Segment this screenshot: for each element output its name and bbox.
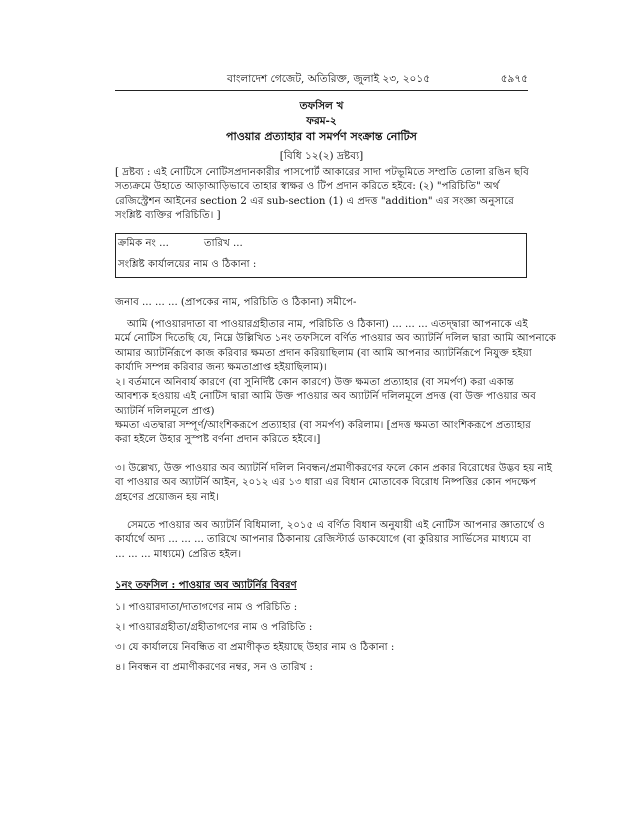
- gazette-title: বাংলাদেশ গেজেট, অতিরিক্ত, জুলাই ২৩, ২০১৫: [227, 73, 431, 85]
- notice-title: পাওয়ার প্রত্যাহার বা সমর্পণ সংক্রান্ত নোটিস: [226, 130, 417, 143]
- paragraph-line: কার্যার্থে অদ্য ... ... ... তারিখে আপনার ঠিকানায় রেজিস্টার্ড ডাকযোগে (বা কুরিয়ার সার্ভিসের মাধ্যমে বা: [115, 534, 531, 546]
- page-header: [115, 70, 528, 91]
- schedule-1-item: ৩। যে কার্যালয়ে নিবন্ধিত বা প্রমাণীকৃত হইয়াছে উহার নাম ও ঠিকানা :: [115, 642, 395, 653]
- reference-box: [115, 233, 527, 278]
- paragraph-line: আমি (পাওয়ারদাতা বা পাওয়ারগ্রহীতার নাম, পরিচিতি ও ঠিকানা) ... ... ... এতদ্দ্বারা আপনাকে এই: [127, 319, 528, 330]
- form-number: ফরম-২: [306, 115, 337, 127]
- paragraph-line: আবশ্যক হওয়ায় এই নোটিস দ্বারা আমি উক্ত পাওয়ার অব অ্যাটর্নি দলিলমূলে প্রদত্ত (বা উক্ত পাওয়ার অব: [115, 391, 536, 403]
- note-line: [ দ্রষ্টব্য : এই নোটিসে নোটিসপ্রদানকারীর পাসপোর্ট আকারের সাদা পটভূমিতে সম্প্রতি তোলা রঙিন ছবি: [115, 167, 529, 178]
- schedule-1-item: ২। পাওয়ারগ্রহীতা/গ্রহীতাগণের নাম ও পরিচিতি :: [115, 622, 313, 633]
- serial-number-label: ক্রমিক নং ...: [118, 238, 169, 249]
- date-label: তারিখ ...: [204, 238, 243, 249]
- paragraph-line: আমার অ্যাটর্নিরূপে কাজ করিবার ক্ষমতা প্রদান করিয়াছিলাম (বা আমি আপনার অ্যাটর্নিরূপে নিযুক্ত হইয়া: [115, 347, 532, 359]
- addressee-line: জনাব ... ... ... (প্রাপকের নাম, পরিচিতি ও ঠিকানা) সমীপে-: [115, 297, 357, 308]
- paragraph-3: [115, 419, 531, 448]
- note-paragraph: [115, 166, 528, 224]
- rule-reference: [বিধি ১২(২) দ্রষ্টব্য]: [279, 150, 364, 162]
- paragraph-line: গ্রহণের প্রয়োজন হয় নাই।: [115, 491, 219, 503]
- page-number: ৫৯৭৫: [500, 73, 528, 85]
- paragraph-line: সেমতে পাওয়ার অব অ্যাটর্নি বিধিমালা, ২০১৫ এ বর্ণিত বিধান অনুযায়ী এই নোটিস আপনার জ্ঞাতার্থে ও: [127, 520, 545, 531]
- paragraph-line: করা হইলে উহার সুস্পষ্ট বর্ণনা প্রদান করিতে হইবে।]: [115, 434, 321, 446]
- schedule-1-item: ৪। নিবন্ধন বা প্রমাণীকরণের নম্বর, সন ও তারিখ :: [115, 662, 313, 673]
- paragraph-line: ৩। উল্লেখ্য, উক্ত পাওয়ার অব অ্যাটর্নি দলিল নিবন্ধন/প্রমাণীকরণের ফলে কোন প্রকার বিরোধের উদ্ভব হয় নাই: [115, 463, 553, 474]
- office-address-label: সংশ্লিষ্ট কার্যালয়ের নাম ও ঠিকানা :: [118, 259, 257, 270]
- paragraph-line: মর্মে নোটিস দিতেছি যে, নিম্নে উল্লিখিত ১নং তফসিলে বর্ণিত পাওয়ার অব অ্যাটর্নি দলিল দ্বারা আমি আপনাকে: [115, 333, 556, 345]
- serial-date-row: [118, 237, 243, 251]
- note-line: রেজিস্ট্রেশন আইনের section 2 এর sub-section (1) এ প্রদত্ত "addition" এর সংজ্ঞা অনুসারে: [115, 195, 514, 207]
- paragraph-line: ক্ষমতা এতদ্বারা সম্পূর্ণ/আংশিকরূপে প্রত্যাহার (বা সমর্পণ) করিলাম। [প্রদত্ত ক্ষমতা আংশিকরূপে প্রত্যাহার: [115, 420, 531, 431]
- note-line: সংশ্লিষ্ট ব্যক্তির পরিচিতি। ]: [115, 210, 221, 222]
- schedule-heading: তফসিল খ: [299, 100, 344, 112]
- paragraph-5: [115, 519, 545, 562]
- paragraph-4: [115, 462, 553, 505]
- paragraph-line: ২। বর্তমানে অনিবার্য কারণে (বা সুনির্দিষ্ট কোন কারণে) উক্ত ক্ষমতা প্রত্যাহার (বা সমর্পণ) করা একান্ত: [115, 377, 514, 388]
- paragraph-line: অ্যাটর্নি দলিলমূলে প্রাপ্ত): [115, 405, 215, 417]
- paragraph-1: [115, 318, 556, 376]
- schedule-1-title: ১নং তফসিল : পাওয়ার অব অ্যাটর্নির বিবরণ: [115, 579, 297, 591]
- schedule-1-item: ১। পাওয়ারদাতা/দাতাগণের নাম ও পরিচিতি :: [115, 602, 298, 613]
- paragraph-line: কার্যাদি সম্পন্ন করিবার জন্য ক্ষমতাপ্রাপ্ত হইয়াছিলাম)।: [115, 362, 327, 374]
- paragraph-2: [115, 376, 536, 419]
- note-line: সত্যক্রমে উহাতে আড়াআড়িভাবে তাহার স্বাক্ষর ও টিপ প্রদান করিতে হইবে: (২) "পরিচিতি" অর্থ: [115, 181, 500, 193]
- paragraph-line: ... ... ... মাধ্যমে) প্রেরিত হইল।: [115, 548, 242, 560]
- paragraph-line: বা পাওয়ার অব অ্যাটর্নি আইন, ২০১২ এর ১৩ ধারা এর বিধান মোতাবেক বিরোধ নিষ্পত্তির কোন পদক্ষেপ: [115, 477, 537, 489]
